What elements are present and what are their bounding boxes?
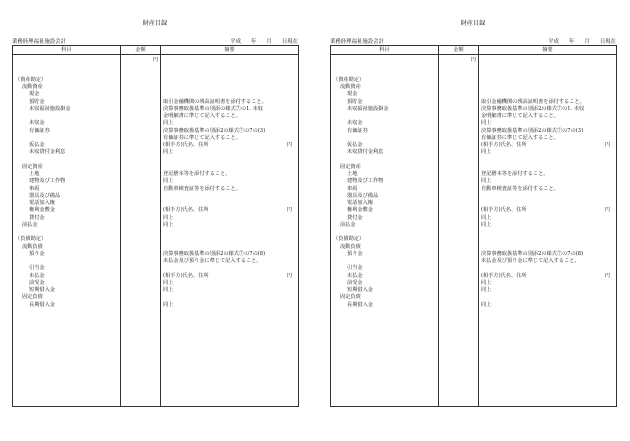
account-subject: 固定資産 xyxy=(22,163,43,170)
header-summary: 摘要 xyxy=(479,46,617,55)
account-subject: 未収金 xyxy=(347,120,363,127)
account-subject: 建物及び工作物 xyxy=(29,178,66,185)
org-name: 業務経理福祉施設会計 xyxy=(330,39,384,45)
summary-note: 未払金及び預り金に準じて記入すること。 xyxy=(481,258,580,264)
account-subject: 未収福祉施設掛金 xyxy=(29,105,71,112)
summary-note: (相手方)氏名、住所 xyxy=(163,142,209,148)
summary-note: 同上 xyxy=(163,120,174,127)
yen-unit: 円 xyxy=(286,142,292,148)
account-subject: 電話加入権 xyxy=(347,200,373,206)
summary-note: 取引金融機関の残高証明書を添付すること。 xyxy=(163,98,267,105)
amount-column xyxy=(439,55,479,407)
account-subject: 土地 xyxy=(29,171,40,177)
summary-note: 決算事務取扱基準の別添2の様式⑦の7の(3) xyxy=(163,127,266,134)
yen-unit: 円 xyxy=(604,272,610,279)
summary-note: 金明細書に準じて記入すること。 xyxy=(481,113,559,119)
summary-note: (相手方)氏名、住所 xyxy=(481,207,527,214)
summary-note: 取引金融機関の残高証明書を添付すること。 xyxy=(481,98,585,105)
account-subject: （負債勘定） xyxy=(333,236,365,243)
summary-note: 有価証券に準じて記入すること。 xyxy=(481,134,559,141)
date-era: 平成 xyxy=(230,39,241,45)
account-subject: 未収金 xyxy=(29,120,45,127)
summary-note: 有価証券に準じて記入すること。 xyxy=(163,134,241,141)
account-subject: 長期借入金 xyxy=(347,301,373,308)
inventory-sheet-right xyxy=(318,0,628,441)
page-title: 財産目録 xyxy=(460,20,486,27)
summary-note: 登記謄本等を添付すること。 xyxy=(163,171,231,177)
date-month: 月 xyxy=(266,39,272,45)
as-of-date xyxy=(544,37,616,45)
subject-column xyxy=(331,55,439,407)
yen-unit: 円 xyxy=(604,207,610,214)
summary-note: 同上 xyxy=(163,301,174,308)
account-subject: 前受金 xyxy=(347,279,363,286)
summary-note: (相手方)氏名、住所 xyxy=(481,142,527,148)
date-day: 日現在 xyxy=(281,39,298,45)
account-subject: 器具及び備品 xyxy=(29,192,61,199)
summary-note: 同上 xyxy=(481,301,492,308)
date-year: 年 xyxy=(251,39,257,45)
summary-note: 決算事務取扱基準の別添2の様式⑦の7の(8) xyxy=(163,250,266,257)
account-subject: 有価証券 xyxy=(29,127,50,134)
account-subject: 未収貸付金利息 xyxy=(347,149,384,156)
page-title: 財産目録 xyxy=(142,20,168,27)
account-subject: （資産勘定） xyxy=(333,76,365,83)
yen-unit: 円 xyxy=(604,142,610,148)
account-subject: 器具及び備品 xyxy=(347,192,379,199)
yen-unit: 円 xyxy=(470,57,476,63)
account-subject: 流動資産 xyxy=(22,84,43,90)
account-subject: 短期借入金 xyxy=(29,287,55,293)
header-subject: 科目 xyxy=(13,46,121,55)
account-subject: 引当金 xyxy=(347,265,363,272)
account-subject: 貸付金 xyxy=(29,214,45,221)
header-subject: 科目 xyxy=(331,46,439,55)
summary-note: 同上 xyxy=(163,287,174,293)
inventory-table xyxy=(330,45,617,407)
summary-note: 同上 xyxy=(481,279,492,286)
summary-note: 同上 xyxy=(163,214,174,221)
account-subject: 固定負債 xyxy=(340,294,361,301)
account-subject: 電話加入権 xyxy=(29,200,55,206)
summary-note: 登記謄本等を添付すること。 xyxy=(481,171,549,177)
account-subject: 貸付金 xyxy=(347,214,363,221)
account-subject: 未払金 xyxy=(29,272,45,279)
header-summary: 摘要 xyxy=(161,46,299,55)
summary-note: 金明細書に準じて記入すること。 xyxy=(163,113,241,119)
header-amount: 金額 xyxy=(121,46,161,55)
account-subject: 現金 xyxy=(347,91,358,98)
account-subject: 土地 xyxy=(347,171,358,177)
summary-note: 同上 xyxy=(163,149,174,156)
account-subject: 短期借入金 xyxy=(347,287,373,293)
org-name: 業務経理福祉施設会計 xyxy=(12,39,66,45)
account-subject: 引当金 xyxy=(29,265,45,272)
account-subject: 未払金 xyxy=(347,272,363,279)
header-amount: 金額 xyxy=(439,46,479,55)
yen-unit: 円 xyxy=(286,272,292,279)
account-subject: 固定負債 xyxy=(22,294,43,301)
account-subject: 車両 xyxy=(347,185,358,192)
summary-note: 同上 xyxy=(163,221,174,228)
account-subject: 固定資産 xyxy=(340,163,361,170)
summary-note: 同上 xyxy=(481,214,492,221)
summary-note: 同上 xyxy=(481,221,492,228)
summary-note: 同上 xyxy=(163,279,174,286)
summary-note: 決算事務取扱基準の別添2の様式⑦の7の(3) xyxy=(481,127,584,134)
summary-note: 自動車検査証等を添付すること。 xyxy=(163,185,241,192)
account-subject: 預り金 xyxy=(29,250,45,257)
yen-unit: 円 xyxy=(152,57,158,63)
summary-note: 自動車検査証等を添付すること。 xyxy=(481,185,559,192)
account-subject: 車両 xyxy=(29,185,40,192)
account-subject: 権利金敷金 xyxy=(347,207,373,214)
account-subject: 現金 xyxy=(29,91,40,98)
summary-note: 同上 xyxy=(481,149,492,156)
summary-note: 同上 xyxy=(481,178,492,185)
inventory-sheet-left xyxy=(0,0,310,441)
account-subject: 未収貸付金利息 xyxy=(29,149,66,156)
summary-note: 決算事務取扱基準の別添2の様式⑦の1. 未収 xyxy=(481,105,585,112)
summary-note: 未払金及び預り金に準じて記入すること。 xyxy=(163,258,262,264)
inventory-table xyxy=(12,45,299,407)
account-subject: 未収福祉施設掛金 xyxy=(347,105,389,112)
date-month: 月 xyxy=(584,39,590,45)
summary-note: 同上 xyxy=(163,178,174,185)
summary-note: (相手方)氏名、住所 xyxy=(481,272,527,279)
summary-note: (相手方)氏名、住所 xyxy=(163,272,209,279)
account-subject: 仮払金 xyxy=(29,142,45,148)
account-subject: 有価証券 xyxy=(347,127,368,134)
account-subject: 預貯金 xyxy=(29,98,45,105)
summary-column xyxy=(479,55,617,407)
amount-column xyxy=(121,55,161,407)
date-era: 平成 xyxy=(548,39,559,45)
account-subject: 預り金 xyxy=(347,250,363,257)
account-subject: 前払金 xyxy=(340,221,356,228)
account-subject: 長期借入金 xyxy=(29,301,55,308)
date-year: 年 xyxy=(569,39,575,45)
account-subject: 流動資産 xyxy=(340,84,361,90)
summary-note: 同上 xyxy=(481,287,492,293)
date-day: 日現在 xyxy=(599,39,616,45)
account-subject: 建物及び工作物 xyxy=(347,178,384,185)
summary-note: 決算事務取扱基準の別添の様式⑦の1. 未収 xyxy=(163,105,263,112)
summary-note: 同上 xyxy=(481,120,492,127)
summary-note: 決算事務取扱基準の別添2の様式⑦の7の(8) xyxy=(481,250,584,257)
summary-column xyxy=(161,55,299,407)
subject-column xyxy=(13,55,121,407)
account-subject: （資産勘定） xyxy=(15,76,47,83)
as-of-date xyxy=(226,37,298,45)
account-subject: 流動負債 xyxy=(340,243,361,250)
yen-unit: 円 xyxy=(286,207,292,214)
account-subject: 預貯金 xyxy=(347,98,363,105)
account-subject: 流動負債 xyxy=(22,243,43,250)
account-subject: 仮払金 xyxy=(347,142,363,148)
summary-note: (相手方)氏名、住所 xyxy=(163,207,209,214)
account-subject: 前受金 xyxy=(29,279,45,286)
account-subject: （負債勘定） xyxy=(15,236,47,243)
account-subject: 権利金敷金 xyxy=(29,207,55,214)
account-subject: 前払金 xyxy=(22,221,38,228)
